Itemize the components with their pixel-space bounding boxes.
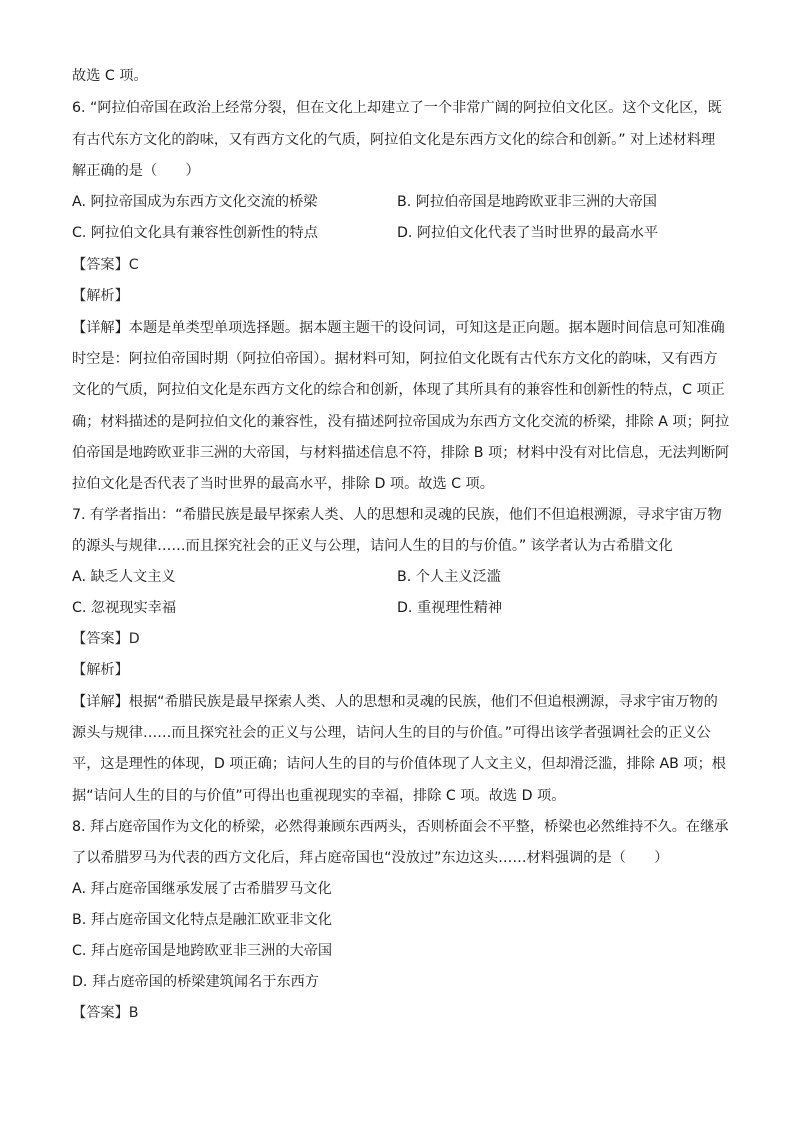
question-8-stem: 8. 拜占庭帝国作为文化的桥梁，必然得兼顾东西两头，否则桥面会不平整，桥梁也必然维持不久。在继承: [72, 819, 729, 835]
question-8-option-d: D. 拜占庭帝国的桥梁建筑闻名于东西方: [72, 974, 319, 990]
question-7-stem: 7. 有学者指出：“希腊民族是最早探索人类、人的思想和灵魂的民族，他们不但追根溯源，寻求宇宙万物: [72, 507, 722, 523]
question-6-stem: 解正确的是（ ）: [72, 163, 200, 179]
question-8-answer: 【答案】B: [72, 1005, 139, 1021]
question-7-option-c: C. 忽视现实幸福: [72, 600, 177, 616]
question-7-option-d: D. 重视理性精神: [397, 600, 503, 616]
question-7-explanation: 平，这是理性的体现，D 项正确；诘问人生的目的与价值体现了人文主义，但却滑泛滥，排除 AB 项；根: [72, 756, 726, 772]
question-7-stem: 的源头与规律……而且探究社会的正义与公理，诘问人生的目的与价值。” 该学者认为古希腊文化: [72, 538, 673, 554]
text-line: 故选 C 项。: [72, 68, 148, 84]
question-6-option-a: A. 阿拉帝国成为东西方文化交流的桥梁: [72, 194, 318, 210]
question-7-option-a: A. 缺乏人文主义: [72, 569, 176, 585]
question-6-analysis-heading: 【解析】: [72, 288, 129, 304]
question-7-answer: 【答案】D: [72, 631, 140, 647]
question-6-option-d: D. 阿拉伯文化代表了当时世界的最高水平: [397, 225, 659, 241]
question-8-stem: 了以希腊罗马为代表的西方文化后，拜占庭帝国也“没放过”东边这头……材料强调的是（ ）: [72, 850, 669, 866]
question-7-explanation: 源头与规律……而且探究社会的正义与公理，诘问人生的目的与价值。”可得出该学者强调社会的正义公: [72, 725, 711, 741]
question-7-analysis-heading: 【解析】: [72, 662, 129, 678]
question-8-option-b: B. 拜占庭帝国文化特点是融汇欧亚非文化: [72, 912, 332, 928]
question-7-option-b: B. 个人主义泛滥: [397, 569, 501, 585]
question-8-option-a: A. 拜占庭帝国继承发展了古希腊罗马文化: [72, 881, 332, 897]
question-6-stem: 6. “阿拉伯帝国在政治上经常分裂，但在文化上却建立了一个非常广阔的阿拉伯文化区。这个文化区，既: [72, 100, 722, 116]
question-6-explanation: 伯帝国是地跨欧亚非三洲的大帝国，与材料描述信息不符，排除 B 项；材料中没有对比信息，无法判断阿: [72, 445, 730, 461]
question-8-option-c: C. 拜占庭帝国是地跨欧亚非三洲的大帝国: [72, 943, 333, 959]
question-6-option-b: B. 阿拉伯帝国是地跨欧亚非三洲的大帝国: [397, 194, 657, 210]
question-6-option-c: C. 阿拉伯文化具有兼容性创新性的特点: [72, 225, 318, 241]
question-6-answer: 【答案】C: [72, 257, 139, 273]
question-6-explanation: 文化的气质，阿拉伯文化是东西方文化的综合和创新，体现了其所具有的兼容性和创新性的特点，C 项正: [72, 382, 725, 398]
question-7-explanation: 【详解】根据“希腊民族是最早探索人类、人的思想和灵魂的民族，他们不但追根溯源，寻求宇宙万物的: [72, 694, 718, 710]
question-6-explanation: 【详解】本题是单类型单项选择题。据本题主题干的设问词，可知这是正向题。据本题时间信息可知准确: [72, 320, 725, 336]
question-7-explanation: 据“诘问人生的目的与价值”可得出也重视现实的幸福，排除 C 项。故选 D 项。: [72, 788, 566, 804]
question-6-explanation: 拉伯文化是否代表了当时世界的最高水平，排除 D 项。故选 C 项。: [72, 476, 494, 492]
question-6-stem: 有古代东方文化的韵味，又有西方文化的气质，阿拉伯文化是东西方文化的综合和创新。” 对上述材料理: [72, 132, 716, 148]
question-6-explanation: 时空是：阿拉伯帝国时期（阿拉伯帝国）。据材料可知，阿拉伯文化既有古代东方文化的韵味，又有西方: [72, 351, 718, 367]
question-6-explanation: 确；材料描述的是阿拉伯文化的兼容性，没有描述阿拉帝国成为东西方文化交流的桥梁，排除 A 项；阿拉: [72, 414, 730, 430]
